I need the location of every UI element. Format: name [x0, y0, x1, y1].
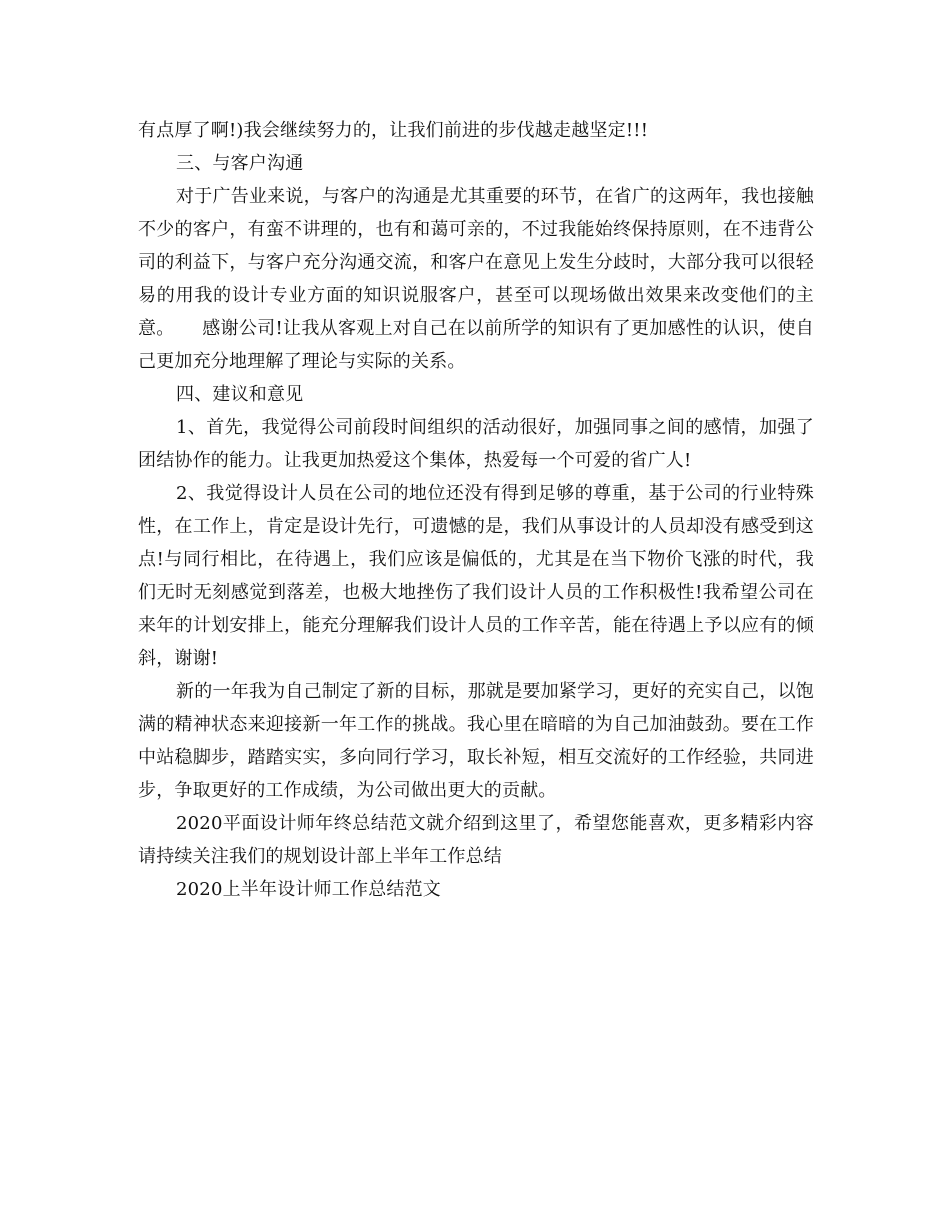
section-heading-customer-communication: 三、与客户沟通	[176, 153, 304, 174]
paragraph-continuation: 有点厚了啊!)我会继续努力的，让我们前进的步伐越走越坚定!!!	[138, 120, 649, 141]
paragraph-suggestion-2: 2、我觉得设计人员在公司的地位还没有得到足够的尊重，基于公司的行业特殊性，在工作上，肯定是设计先行，可遗憾的是，我们从事设计的人员却没有感受到这点!与同行相比，在待遇上，我们应该是偏低的，尤其是在当下物价飞涨的时代，我们无时无刻感觉到落差，也极大地挫伤了我们设计人员的工作积极性!我希望公司在来年的计划安排上，能充分理解我们设计人员的工作辛苦，能在待遇上予以应有的倾斜，谢谢!	[138, 483, 814, 669]
paragraph-customer-communication: 对于广告业来说，与客户的沟通是尤其重要的环节，在省广的这两年，我也接触不少的客户，有蛮不讲理的，也有和蔼可亲的，不过我能始终保持原则，在不违背公司的利益下，与客户充分沟通交流，和客户在意见上发生分歧时，大部分我可以很轻易的用我的设计专业方面的知识说服客户，甚至可以现场做出效果来改变他们的主意。 感谢公司!让我从客观上对自己在以前所学的知识有了更加感性的认识，使自己更加充分地理解了理论与实际的关系。	[138, 186, 814, 372]
paragraph-closing-note: 2020平面设计师年终总结范文就介绍到这里了，希望您能喜欢，更多精彩内容请持续关注我们的规划设计部上半年工作总结	[138, 813, 814, 867]
document-body	[138, 114, 814, 906]
paragraph-new-year-goals: 新的一年我为自己制定了新的目标，那就是要加紧学习，更好的充实自己，以饱满的精神状态来迎接新一年工作的挑战。我心里在暗暗的为自己加油鼓劲。要在工作中站稳脚步，踏踏实实，多向同行学习，取长补短，相互交流好的工作经验，共同进步，争取更好的工作成绩，为公司做出更大的贡献。	[138, 681, 814, 801]
section-heading-suggestions: 四、建议和意见	[176, 384, 304, 405]
paragraph-related-title: 2020上半年设计师工作总结范文	[176, 879, 442, 900]
paragraph-suggestion-1: 1、首先，我觉得公司前段时间组织的活动很好，加强同事之间的感情，加强了团结协作的能力。让我更加热爱这个集体，热爱每一个可爱的省广人!	[138, 417, 814, 471]
